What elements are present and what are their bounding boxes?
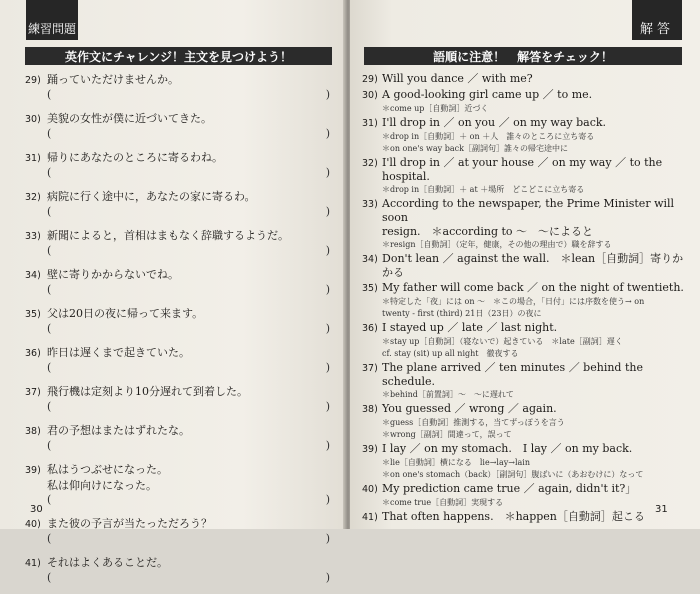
question-number: 29) [25, 75, 41, 86]
answer-blank [25, 400, 330, 413]
grammar-note: ＊特定した「夜」には on ～ ＊この場合，「日付」には序数を使う→ on [382, 297, 645, 306]
question-line [25, 150, 330, 166]
answer-number: 37) [362, 363, 378, 374]
question-line [25, 345, 330, 361]
answer-blank [25, 322, 330, 335]
answer-item [362, 281, 688, 320]
question-line [25, 516, 330, 532]
answer-number: 41) [362, 512, 378, 523]
answer-line [362, 72, 688, 87]
answer-text: The plane arrived ／ ten minutes ／ behind the schedule. [382, 361, 643, 388]
open-paren: ( [47, 205, 52, 218]
close-paren: ) [325, 571, 330, 584]
grammar-note: ＊come up［自動詞］近づく [382, 104, 489, 113]
question-line [25, 423, 330, 439]
answer-item [362, 361, 688, 401]
open-paren: ( [47, 400, 52, 413]
answer-number: 34) [362, 254, 378, 265]
answer-text: I stayed up ／ late ／ last night. [382, 321, 558, 334]
answer-text: My father will come back ／ on the night of twentieth. [382, 281, 684, 294]
open-paren: ( [47, 493, 52, 506]
answer-text: That often happens. ＊happen［自動詞］起こる [382, 510, 645, 523]
question-item [25, 462, 330, 506]
answer-item [362, 116, 688, 155]
close-paren: ) [325, 166, 330, 179]
question-text: 君の予想はまたはずれたな。 [47, 424, 190, 437]
question-item [25, 384, 330, 413]
question-item [25, 555, 330, 584]
question-line [25, 384, 330, 400]
section-tab-answers: 解答 [632, 0, 682, 40]
question-item [25, 150, 330, 179]
grammar-note: ＊come true［自動詞］実現する [382, 498, 504, 507]
answer-number: 35) [362, 283, 378, 294]
answer-line [362, 252, 688, 280]
question-line [25, 228, 330, 244]
question-text: 美貌の女性が僕に近づいてきた。 [47, 112, 212, 125]
answer-line [362, 88, 688, 103]
grammar-note: ＊guess［自動詞］推測する，当てずっぽうを言う [382, 418, 565, 427]
question-text: それはよくあることだ。 [47, 556, 168, 569]
answer-text: According to the newspaper, the Prime Minister will soon [382, 197, 675, 224]
answer-item [362, 510, 688, 525]
question-text: また彼の予言が当たっただろう？ [47, 517, 212, 530]
grammar-note: ＊stay up［自動詞］（寝ないで）起きている ＊late［副詞］遅く [382, 337, 623, 346]
question-item [25, 516, 330, 545]
answer-item [362, 252, 688, 280]
question-number: 39) [25, 465, 41, 476]
question-line [25, 555, 330, 571]
question-line [25, 189, 330, 205]
question-number: 35) [25, 309, 41, 320]
question-text: 踊っていただけませんか。 [47, 73, 179, 86]
open-paren: ( [47, 244, 52, 257]
answer-line [362, 281, 688, 296]
answer-line [362, 482, 688, 497]
answer-line [362, 402, 688, 417]
answer-line [362, 510, 688, 525]
grammar-note: cf. stay (sit) up all night 徹夜する [382, 349, 519, 358]
question-text: 飛行機は定刻より10分遅れて到着した。 [47, 385, 248, 398]
question-number: 30) [25, 114, 41, 125]
grammar-note: ＊wrong［副詞］間違って，誤って [382, 430, 512, 439]
answer-item [362, 402, 688, 441]
answer-number: 33) [362, 199, 378, 210]
answer-text: A good-looking girl came up ／ to me. [382, 88, 593, 101]
answer-banner: 語順に注意！ 解答をチェック！ [364, 47, 682, 65]
section-tab-exercises: 練習問題 [26, 0, 78, 40]
close-paren: ) [325, 322, 330, 335]
question-line [25, 72, 330, 88]
answer-list [362, 72, 688, 526]
page-number-left: 30 [30, 504, 43, 515]
question-number: 41) [25, 558, 41, 569]
answer-item [362, 442, 688, 481]
answer-blank [25, 166, 330, 179]
answer-blank [25, 205, 330, 218]
answer-line [362, 361, 688, 389]
question-text: 新聞によると，首相はまもなく辞職するようだ。 [47, 229, 289, 242]
answer-line [362, 321, 688, 336]
answer-item [362, 72, 688, 87]
question-text: 壁に寄りかからないでね。 [47, 268, 179, 281]
question-item [25, 345, 330, 374]
answer-text: I lay ／ on my stomach. I lay ／ on my back. [382, 442, 633, 455]
answer-text: I'll drop in ／ at your house ／ on my way ／ to the hospital. [382, 156, 663, 183]
grammar-note: ＊behind［前置詞］～ ～に遅れて [382, 390, 514, 399]
answer-number: 31) [362, 118, 378, 129]
grammar-note: twenty - first (third) 21日（23日）の夜に [382, 309, 542, 318]
close-paren: ) [325, 244, 330, 257]
question-number: 34) [25, 270, 41, 281]
answer-item [362, 482, 688, 509]
close-paren: ) [325, 88, 330, 101]
question-line [25, 111, 330, 127]
close-paren: ) [325, 532, 330, 545]
answer-blank [25, 493, 330, 506]
answer-number: 32) [362, 158, 378, 169]
question-item [25, 111, 330, 140]
grammar-note: ＊drop in［自動詞］＋ at ＋場所 どこどこに立ち寄る [382, 185, 585, 194]
open-paren: ( [47, 283, 52, 296]
close-paren: ) [325, 361, 330, 374]
page-number-right: 31 [655, 504, 668, 515]
open-paren: ( [47, 166, 52, 179]
question-text: 父は20日の夜に帰って来ます。 [47, 307, 204, 320]
answer-blank [25, 439, 330, 452]
answer-text: You guessed ／ wrong ／ again. [382, 402, 557, 415]
question-list [25, 72, 330, 594]
close-paren: ) [325, 205, 330, 218]
close-paren: ) [325, 493, 330, 506]
open-paren: ( [47, 439, 52, 452]
answer-number: 39) [362, 444, 378, 455]
answer-number: 40) [362, 484, 378, 495]
close-paren: ) [325, 439, 330, 452]
answer-blank [25, 532, 330, 545]
question-item [25, 189, 330, 218]
question-number: 36) [25, 348, 41, 359]
open-paren: ( [47, 361, 52, 374]
answer-text: My prediction came true ／ again, didn't it?」 [382, 482, 637, 495]
open-paren: ( [47, 571, 52, 584]
open-paren: ( [47, 127, 52, 140]
question-item [25, 72, 330, 101]
question-number: 37) [25, 387, 41, 398]
answer-blank [25, 283, 330, 296]
question-line [25, 462, 330, 478]
close-paren: ) [325, 283, 330, 296]
answer-blank [25, 244, 330, 257]
question-item [25, 267, 330, 296]
grammar-note: ＊on one's stomach（back）［副詞句］腹ばいに（あおむけに）なって [382, 470, 644, 479]
answer-line [362, 156, 688, 184]
question-number: 31) [25, 153, 41, 164]
question-item [25, 228, 330, 257]
question-text: 帰りにあなたのところに寄るわね。 [47, 151, 223, 164]
question-number: 38) [25, 426, 41, 437]
answer-text: I'll drop in ／ on you ／ on my way back. [382, 116, 607, 129]
open-paren: ( [47, 88, 52, 101]
answer-item [362, 321, 688, 360]
question-text: 私はうつぶせになった。 [47, 463, 168, 476]
question-item [25, 306, 330, 335]
question-line [25, 306, 330, 322]
question-number: 32) [25, 192, 41, 203]
answer-line [362, 197, 688, 225]
question-number: 40) [25, 519, 41, 530]
answer-blank [25, 88, 330, 101]
grammar-note: ＊drop in［自動詞］＋ on ＋人 誰々のところに立ち寄る [382, 132, 595, 141]
answer-number: 38) [362, 404, 378, 415]
question-text: 病院に行く途中に，あなたの家に寄るわ。 [47, 190, 256, 203]
question-text: 昨日は遅くまで起きていた。 [47, 346, 190, 359]
grammar-note: ＊resign［自動詞］（定年，健康，その他の理由で）職を辞する [382, 240, 612, 249]
answer-line [362, 116, 688, 131]
answer-item [362, 197, 688, 251]
answer-text: Don't lean ／ against the wall. ＊lean［自動詞］寄りかかる [382, 252, 684, 279]
grammar-note: ＊on one's way back［副詞句］誰々の帰宅途中に [382, 144, 568, 153]
answer-number: 29) [362, 74, 378, 85]
exercise-banner: 英作文にチャレンジ！主文を見つけよう！ [25, 47, 332, 65]
answer-number: 36) [362, 323, 378, 334]
question-number: 33) [25, 231, 41, 242]
answer-blank [25, 571, 330, 584]
close-paren: ) [325, 400, 330, 413]
grammar-note: ＊lie［自動詞］横になる lie→lay→lain [382, 458, 530, 467]
answer-blank [25, 361, 330, 374]
answer-item [362, 88, 688, 115]
question-item [25, 423, 330, 452]
question-line [25, 267, 330, 283]
open-paren: ( [47, 532, 52, 545]
left-page [0, 0, 346, 584]
right-page [350, 0, 700, 529]
question-text: 私は仰向けになった。 [47, 479, 157, 492]
open-paren: ( [47, 322, 52, 335]
answer-blank [25, 127, 330, 140]
answer-item [362, 156, 688, 196]
answer-line [362, 442, 688, 457]
answer-text: Will you dance ／ with me? [382, 72, 533, 85]
answer-number: 30) [362, 90, 378, 101]
answer-text-continued: resign. ＊according to ～ ～によると [382, 225, 594, 238]
close-paren: ) [325, 127, 330, 140]
